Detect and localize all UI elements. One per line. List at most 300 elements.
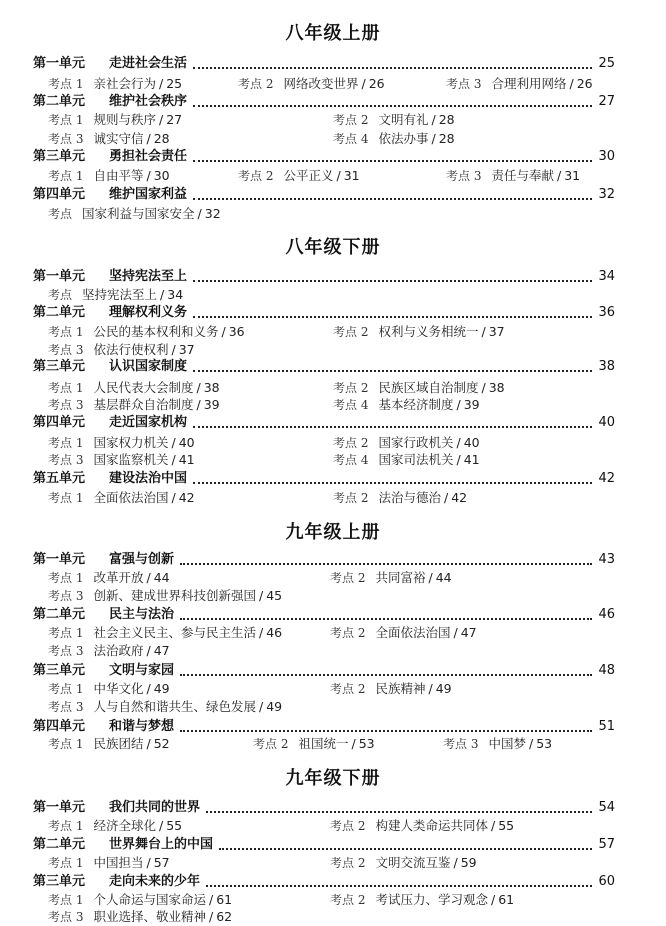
topic-entry[interactable] bbox=[48, 451, 195, 469]
topic-entry[interactable] bbox=[446, 75, 593, 93]
topic-page-number: 42 bbox=[178, 490, 195, 505]
unit-title: 世界舞台上的中国 bbox=[109, 837, 214, 852]
topic-page-number: 31 bbox=[343, 168, 360, 183]
unit-entry[interactable] bbox=[33, 799, 615, 817]
dot-leader bbox=[206, 884, 592, 887]
page-separator: / bbox=[146, 855, 151, 870]
topic-title: 全面依法治国 bbox=[93, 490, 169, 505]
topic-title: 国家权力机关 bbox=[93, 435, 169, 450]
unit-entry[interactable] bbox=[33, 414, 615, 432]
topic-entry[interactable] bbox=[330, 817, 514, 835]
unit-page-number: 51 bbox=[598, 719, 615, 734]
topic-title: 民族精神 bbox=[375, 681, 426, 696]
topic-entry[interactable] bbox=[238, 167, 360, 185]
page-separator: / bbox=[361, 76, 366, 91]
topic-page-number: 53 bbox=[536, 736, 553, 751]
page-separator: / bbox=[528, 736, 534, 751]
topic-entry[interactable] bbox=[48, 698, 282, 716]
topic-label: 考点 1 bbox=[48, 626, 84, 640]
topic-entry[interactable] bbox=[48, 341, 195, 359]
topic-page-number: 49 bbox=[435, 681, 452, 696]
unit-title: 理解权利义务 bbox=[109, 305, 188, 320]
topic-label: 考点 2 bbox=[333, 491, 369, 505]
page-separator: / bbox=[556, 168, 562, 183]
topic-title: 国家监察机关 bbox=[93, 452, 169, 467]
topic-label: 考点 1 bbox=[48, 113, 84, 127]
topic-page-number: 39 bbox=[203, 397, 220, 412]
topic-title: 公民的基本权利和义务 bbox=[93, 324, 219, 339]
topic-page-number: 40 bbox=[178, 435, 195, 450]
topic-page-number: 49 bbox=[153, 681, 170, 696]
topic-title: 基本经济制度 bbox=[378, 397, 454, 412]
topic-label: 考点 3 bbox=[48, 398, 84, 412]
topic-label: 考点 3 bbox=[48, 644, 84, 658]
page-separator: / bbox=[158, 112, 164, 127]
dot-leader bbox=[193, 66, 592, 69]
page-separator: / bbox=[443, 490, 449, 505]
unit-title: 勇担社会责任 bbox=[109, 149, 188, 164]
section-heading: 八年级下册 bbox=[285, 237, 381, 258]
topic-page-number: 47 bbox=[153, 643, 170, 658]
topic-entry[interactable] bbox=[48, 587, 282, 605]
topic-page-number: 42 bbox=[451, 490, 468, 505]
topic-label: 考点 1 bbox=[48, 571, 84, 585]
topic-entry[interactable] bbox=[48, 908, 232, 926]
topic-entry[interactable] bbox=[333, 396, 480, 414]
dot-leader bbox=[193, 104, 592, 107]
unit-title: 走向未来的少年 bbox=[109, 874, 201, 889]
unit-entry[interactable] bbox=[33, 55, 615, 73]
topic-page-number: 47 bbox=[460, 625, 477, 640]
topic-title: 个人命运与国家命运 bbox=[93, 892, 206, 907]
unit-label: 第三单元 bbox=[33, 359, 86, 374]
page-separator: / bbox=[160, 287, 165, 302]
page-separator: / bbox=[490, 892, 496, 907]
topic-title: 民族团结 bbox=[93, 736, 144, 751]
unit-label: 第四单元 bbox=[33, 187, 86, 202]
topic-label: 考点 2 bbox=[330, 819, 366, 833]
page-separator: / bbox=[456, 452, 461, 467]
topic-label: 考点 4 bbox=[333, 132, 369, 146]
unit-label: 第一单元 bbox=[33, 800, 86, 815]
dot-leader bbox=[180, 562, 592, 565]
unit-label: 第三单元 bbox=[33, 874, 86, 889]
topic-label: 考点 bbox=[48, 207, 73, 221]
unit-page-number: 54 bbox=[598, 800, 615, 815]
page-separator: / bbox=[171, 490, 176, 505]
topic-title: 国家司法机关 bbox=[378, 452, 454, 467]
topic-title: 依法办事 bbox=[378, 131, 429, 146]
topic-label: 考点 1 bbox=[48, 737, 84, 751]
topic-label: 考点 1 bbox=[48, 893, 84, 907]
dot-leader bbox=[180, 729, 592, 732]
page-separator: / bbox=[146, 131, 151, 146]
topic-entry[interactable] bbox=[48, 379, 220, 397]
topic-label: 考点 2 bbox=[330, 571, 366, 585]
unit-title: 文明与家园 bbox=[109, 663, 175, 678]
page-separator: / bbox=[146, 168, 151, 183]
topic-entry[interactable] bbox=[333, 451, 480, 469]
unit-page-number: 32 bbox=[598, 187, 615, 202]
topic-label: 考点 4 bbox=[333, 398, 369, 412]
topic-page-number: 30 bbox=[153, 168, 170, 183]
page-separator: / bbox=[336, 168, 341, 183]
page-separator: / bbox=[146, 681, 151, 696]
unit-page-number: 42 bbox=[598, 471, 615, 486]
topic-title: 民族区域自治制度 bbox=[378, 380, 479, 395]
topic-entry[interactable] bbox=[333, 130, 455, 148]
topic-entry[interactable] bbox=[48, 891, 232, 909]
page-separator: / bbox=[258, 699, 264, 714]
topic-label: 考点 1 bbox=[48, 436, 84, 450]
topic-page-number: 59 bbox=[460, 855, 477, 870]
topic-page-number: 41 bbox=[178, 452, 195, 467]
topic-title: 祖国统一 bbox=[298, 736, 349, 751]
topic-entry[interactable] bbox=[48, 167, 170, 185]
topic-entry[interactable] bbox=[48, 75, 182, 93]
topic-label: 考点 1 bbox=[48, 491, 84, 505]
topic-entry[interactable] bbox=[48, 680, 170, 698]
topic-page-number: 61 bbox=[216, 892, 233, 907]
unit-entry[interactable] bbox=[33, 148, 615, 166]
unit-page-number: 27 bbox=[598, 94, 615, 109]
topic-entry[interactable] bbox=[446, 167, 580, 185]
unit-label: 第一单元 bbox=[33, 56, 86, 71]
topic-page-number: 40 bbox=[463, 435, 480, 450]
topic-entry[interactable] bbox=[330, 891, 514, 909]
unit-label: 第一单元 bbox=[33, 269, 86, 284]
dot-leader bbox=[193, 279, 592, 282]
topic-title: 自由平等 bbox=[93, 168, 144, 183]
topic-page-number: 37 bbox=[178, 342, 195, 357]
topic-page-number: 41 bbox=[463, 452, 480, 467]
page-separator: / bbox=[196, 397, 201, 412]
topic-title: 国家利益与国家安全 bbox=[82, 206, 195, 221]
topic-label: 考点 3 bbox=[446, 169, 482, 183]
topic-page-number: 32 bbox=[204, 206, 221, 221]
topic-page-number: 49 bbox=[266, 699, 283, 714]
dot-leader bbox=[219, 847, 592, 850]
topic-page-number: 44 bbox=[435, 570, 452, 585]
topic-entry[interactable] bbox=[238, 75, 385, 93]
page-separator: / bbox=[171, 435, 176, 450]
unit-entry[interactable] bbox=[33, 186, 615, 204]
topic-title: 文明交流互鉴 bbox=[375, 855, 451, 870]
page-separator: / bbox=[569, 76, 574, 91]
topic-title: 中国担当 bbox=[93, 855, 144, 870]
page-separator: / bbox=[258, 625, 264, 640]
topic-label: 考点 3 bbox=[48, 343, 84, 357]
page-separator: / bbox=[171, 342, 176, 357]
unit-entry[interactable] bbox=[33, 268, 615, 286]
topic-title: 共同富裕 bbox=[375, 570, 426, 585]
topic-title: 权利与义务相统一 bbox=[378, 324, 479, 339]
unit-label: 第二单元 bbox=[33, 837, 86, 852]
topic-page-number: 28 bbox=[153, 131, 170, 146]
unit-label: 第二单元 bbox=[33, 305, 86, 320]
topic-title: 创新、建成世界科技创新强国 bbox=[93, 588, 256, 603]
dot-leader bbox=[193, 425, 592, 428]
topic-page-number: 46 bbox=[266, 625, 283, 640]
topic-entry[interactable] bbox=[333, 434, 480, 452]
topic-title: 规则与秩序 bbox=[93, 112, 156, 127]
unit-title: 维护国家利益 bbox=[109, 187, 188, 202]
topic-title: 考试压力、学习观念 bbox=[375, 892, 488, 907]
topic-entry[interactable] bbox=[48, 323, 245, 341]
topic-label: 考点 2 bbox=[330, 856, 366, 870]
topic-label: 考点 1 bbox=[48, 381, 84, 395]
topic-title: 亲社会行为 bbox=[93, 76, 156, 91]
topic-title: 网络改变世界 bbox=[283, 76, 359, 91]
unit-page-number: 57 bbox=[598, 837, 615, 852]
dot-leader bbox=[180, 673, 592, 676]
topic-entry[interactable] bbox=[333, 111, 455, 129]
page-separator: / bbox=[146, 570, 151, 585]
unit-label: 第一单元 bbox=[33, 552, 86, 567]
topic-entry[interactable] bbox=[443, 735, 552, 753]
topic-page-number: 55 bbox=[498, 818, 515, 833]
topic-page-number: 28 bbox=[438, 112, 455, 127]
dot-leader bbox=[193, 197, 592, 200]
page-separator: / bbox=[197, 206, 202, 221]
topic-entry[interactable] bbox=[48, 286, 183, 304]
unit-page-number: 36 bbox=[598, 305, 615, 320]
page-separator: / bbox=[481, 324, 486, 339]
topic-page-number: 52 bbox=[153, 736, 170, 751]
page-separator: / bbox=[351, 736, 356, 751]
page-separator: / bbox=[490, 818, 496, 833]
topic-entry[interactable] bbox=[48, 111, 182, 129]
topic-label: 考点 2 bbox=[330, 682, 366, 696]
topic-label: 考点 1 bbox=[48, 325, 84, 339]
topic-page-number: 25 bbox=[166, 76, 183, 91]
topic-page-number: 62 bbox=[216, 909, 233, 924]
topic-page-number: 27 bbox=[166, 112, 183, 127]
section-heading: 八年级上册 bbox=[285, 23, 381, 44]
topic-label: 考点 2 bbox=[333, 381, 369, 395]
topic-entry[interactable] bbox=[333, 489, 467, 507]
topic-label: 考点 2 bbox=[333, 436, 369, 450]
topic-label: 考点 1 bbox=[48, 856, 84, 870]
page-separator: / bbox=[196, 380, 201, 395]
topic-label: 考点 2 bbox=[330, 626, 366, 640]
page-separator: / bbox=[258, 588, 264, 603]
topic-label: 考点 3 bbox=[48, 910, 84, 924]
topic-entry[interactable] bbox=[330, 854, 477, 872]
topic-label: 考点 1 bbox=[48, 682, 84, 696]
topic-page-number: 36 bbox=[228, 324, 245, 339]
topic-title: 社会主义民主、参与民主生活 bbox=[93, 625, 256, 640]
topic-label: 考点 3 bbox=[48, 589, 84, 603]
unit-label: 第五单元 bbox=[33, 471, 86, 486]
topic-entry[interactable] bbox=[333, 323, 505, 341]
page-separator: / bbox=[158, 818, 164, 833]
topic-entry[interactable] bbox=[48, 569, 170, 587]
topic-title: 基层群众自治制度 bbox=[93, 397, 194, 412]
unit-title: 我们共同的世界 bbox=[109, 800, 201, 815]
topic-label: 考点 2 bbox=[333, 325, 369, 339]
topic-page-number: 39 bbox=[463, 397, 480, 412]
page-separator: / bbox=[456, 435, 461, 450]
topic-entry[interactable] bbox=[48, 624, 282, 642]
unit-title: 走进社会生活 bbox=[109, 56, 188, 71]
topic-entry[interactable] bbox=[330, 624, 477, 642]
page-separator: / bbox=[208, 892, 214, 907]
section-heading: 九年级上册 bbox=[285, 522, 381, 543]
unit-label: 第二单元 bbox=[33, 94, 86, 109]
topic-title: 全面依法治国 bbox=[375, 625, 451, 640]
topic-label: 考点 3 bbox=[48, 132, 84, 146]
unit-label: 第三单元 bbox=[33, 149, 86, 164]
topic-label: 考点 3 bbox=[443, 737, 479, 751]
unit-page-number: 34 bbox=[598, 269, 615, 284]
topic-page-number: 38 bbox=[203, 380, 220, 395]
topic-label: 考点 1 bbox=[48, 77, 84, 91]
unit-label: 第四单元 bbox=[33, 415, 86, 430]
unit-entry[interactable] bbox=[33, 470, 615, 488]
topic-entry[interactable] bbox=[48, 735, 170, 753]
unit-entry[interactable] bbox=[33, 304, 615, 322]
topic-title: 合理利用网络 bbox=[491, 76, 567, 91]
topic-entry[interactable] bbox=[253, 735, 375, 753]
topic-label: 考点 2 bbox=[333, 113, 369, 127]
topic-label: 考点 1 bbox=[48, 169, 84, 183]
page-separator: / bbox=[146, 736, 151, 751]
topic-label: 考点 2 bbox=[253, 737, 289, 751]
dot-leader bbox=[193, 315, 592, 318]
page-separator: / bbox=[453, 625, 458, 640]
topic-title: 依法行使权利 bbox=[93, 342, 169, 357]
unit-title: 建设法治中国 bbox=[109, 471, 188, 486]
topic-title: 职业选择、敬业精神 bbox=[93, 909, 206, 924]
topic-label: 考点 1 bbox=[48, 819, 84, 833]
topic-page-number: 37 bbox=[488, 324, 505, 339]
unit-entry[interactable] bbox=[33, 873, 615, 891]
topic-title: 文明有礼 bbox=[378, 112, 429, 127]
unit-title: 和谐与梦想 bbox=[109, 719, 175, 734]
topic-title: 中国梦 bbox=[488, 736, 526, 751]
unit-page-number: 40 bbox=[598, 415, 615, 430]
topic-label: 考点 2 bbox=[330, 893, 366, 907]
topic-label: 考点 3 bbox=[446, 77, 482, 91]
topic-label: 考点 4 bbox=[333, 453, 369, 467]
topic-label: 考点 3 bbox=[48, 700, 84, 714]
unit-entry[interactable] bbox=[33, 718, 615, 736]
topic-entry[interactable] bbox=[48, 489, 195, 507]
page-separator: / bbox=[158, 76, 164, 91]
dot-leader bbox=[193, 369, 592, 372]
unit-entry[interactable] bbox=[33, 358, 615, 376]
topic-page-number: 44 bbox=[153, 570, 170, 585]
dot-leader bbox=[193, 159, 592, 162]
unit-label: 第二单元 bbox=[33, 607, 86, 622]
topic-entry[interactable] bbox=[48, 396, 220, 414]
topic-entry[interactable] bbox=[48, 817, 182, 835]
topic-entry[interactable] bbox=[48, 130, 170, 148]
page-separator: / bbox=[453, 855, 458, 870]
dot-leader bbox=[180, 617, 592, 620]
unit-entry[interactable] bbox=[33, 662, 615, 680]
unit-page-number: 60 bbox=[598, 874, 615, 889]
page-separator: / bbox=[431, 112, 436, 127]
unit-label: 第四单元 bbox=[33, 719, 86, 734]
topic-entry[interactable] bbox=[48, 205, 221, 223]
unit-label: 第三单元 bbox=[33, 663, 86, 678]
topic-entry[interactable] bbox=[330, 569, 452, 587]
unit-page-number: 43 bbox=[598, 552, 615, 567]
topic-page-number: 38 bbox=[488, 380, 505, 395]
topic-page-number: 45 bbox=[266, 588, 283, 603]
dot-leader bbox=[206, 810, 592, 813]
unit-page-number: 38 bbox=[598, 359, 615, 374]
topic-page-number: 26 bbox=[368, 76, 385, 91]
page-separator: / bbox=[221, 324, 226, 339]
topic-label: 考点 bbox=[48, 288, 73, 302]
unit-entry[interactable] bbox=[33, 606, 615, 624]
unit-title: 富强与创新 bbox=[109, 552, 175, 567]
topic-page-number: 26 bbox=[576, 76, 593, 91]
page-separator: / bbox=[208, 909, 214, 924]
page-separator: / bbox=[171, 452, 176, 467]
topic-entry[interactable] bbox=[48, 642, 170, 660]
topic-title: 人民代表大会制度 bbox=[93, 380, 194, 395]
topic-entry[interactable] bbox=[48, 854, 170, 872]
topic-page-number: 31 bbox=[564, 168, 581, 183]
topic-title: 构建人类命运共同体 bbox=[375, 818, 488, 833]
topic-page-number: 55 bbox=[166, 818, 183, 833]
unit-title: 走近国家机构 bbox=[109, 415, 188, 430]
page-separator: / bbox=[428, 570, 433, 585]
topic-entry[interactable] bbox=[48, 434, 195, 452]
topic-page-number: 57 bbox=[153, 855, 170, 870]
topic-entry[interactable] bbox=[330, 680, 452, 698]
topic-page-number: 34 bbox=[167, 287, 184, 302]
topic-title: 公平正义 bbox=[283, 168, 334, 183]
unit-title: 认识国家制度 bbox=[109, 359, 188, 374]
unit-page-number: 46 bbox=[598, 607, 615, 622]
topic-page-number: 28 bbox=[438, 131, 455, 146]
topic-title: 责任与奉献 bbox=[491, 168, 554, 183]
unit-entry[interactable] bbox=[33, 93, 615, 111]
topic-title: 经济全球化 bbox=[93, 818, 156, 833]
page-separator: / bbox=[428, 681, 433, 696]
topic-label: 考点 2 bbox=[238, 169, 274, 183]
unit-entry[interactable] bbox=[33, 551, 615, 569]
unit-page-number: 48 bbox=[598, 663, 615, 678]
topic-page-number: 53 bbox=[358, 736, 375, 751]
section-heading: 九年级下册 bbox=[285, 768, 381, 789]
topic-title: 人与自然和谐共生、绿色发展 bbox=[93, 699, 256, 714]
page-separator: / bbox=[456, 397, 461, 412]
unit-title: 维护社会秩序 bbox=[109, 94, 188, 109]
topic-entry[interactable] bbox=[333, 379, 505, 397]
topic-title: 国家行政机关 bbox=[378, 435, 454, 450]
page-separator: / bbox=[481, 380, 486, 395]
topic-title: 法治与德治 bbox=[378, 490, 441, 505]
topic-label: 考点 3 bbox=[48, 453, 84, 467]
page-separator: / bbox=[146, 643, 151, 658]
topic-label: 考点 2 bbox=[238, 77, 274, 91]
topic-page-number: 61 bbox=[498, 892, 515, 907]
unit-page-number: 25 bbox=[598, 56, 615, 71]
topic-title: 改革开放 bbox=[93, 570, 144, 585]
dot-leader bbox=[193, 481, 592, 484]
unit-title: 民主与法治 bbox=[109, 607, 175, 622]
unit-entry[interactable] bbox=[33, 836, 615, 854]
page-separator: / bbox=[431, 131, 436, 146]
topic-title: 坚持宪法至上 bbox=[82, 287, 158, 302]
unit-page-number: 30 bbox=[598, 149, 615, 164]
